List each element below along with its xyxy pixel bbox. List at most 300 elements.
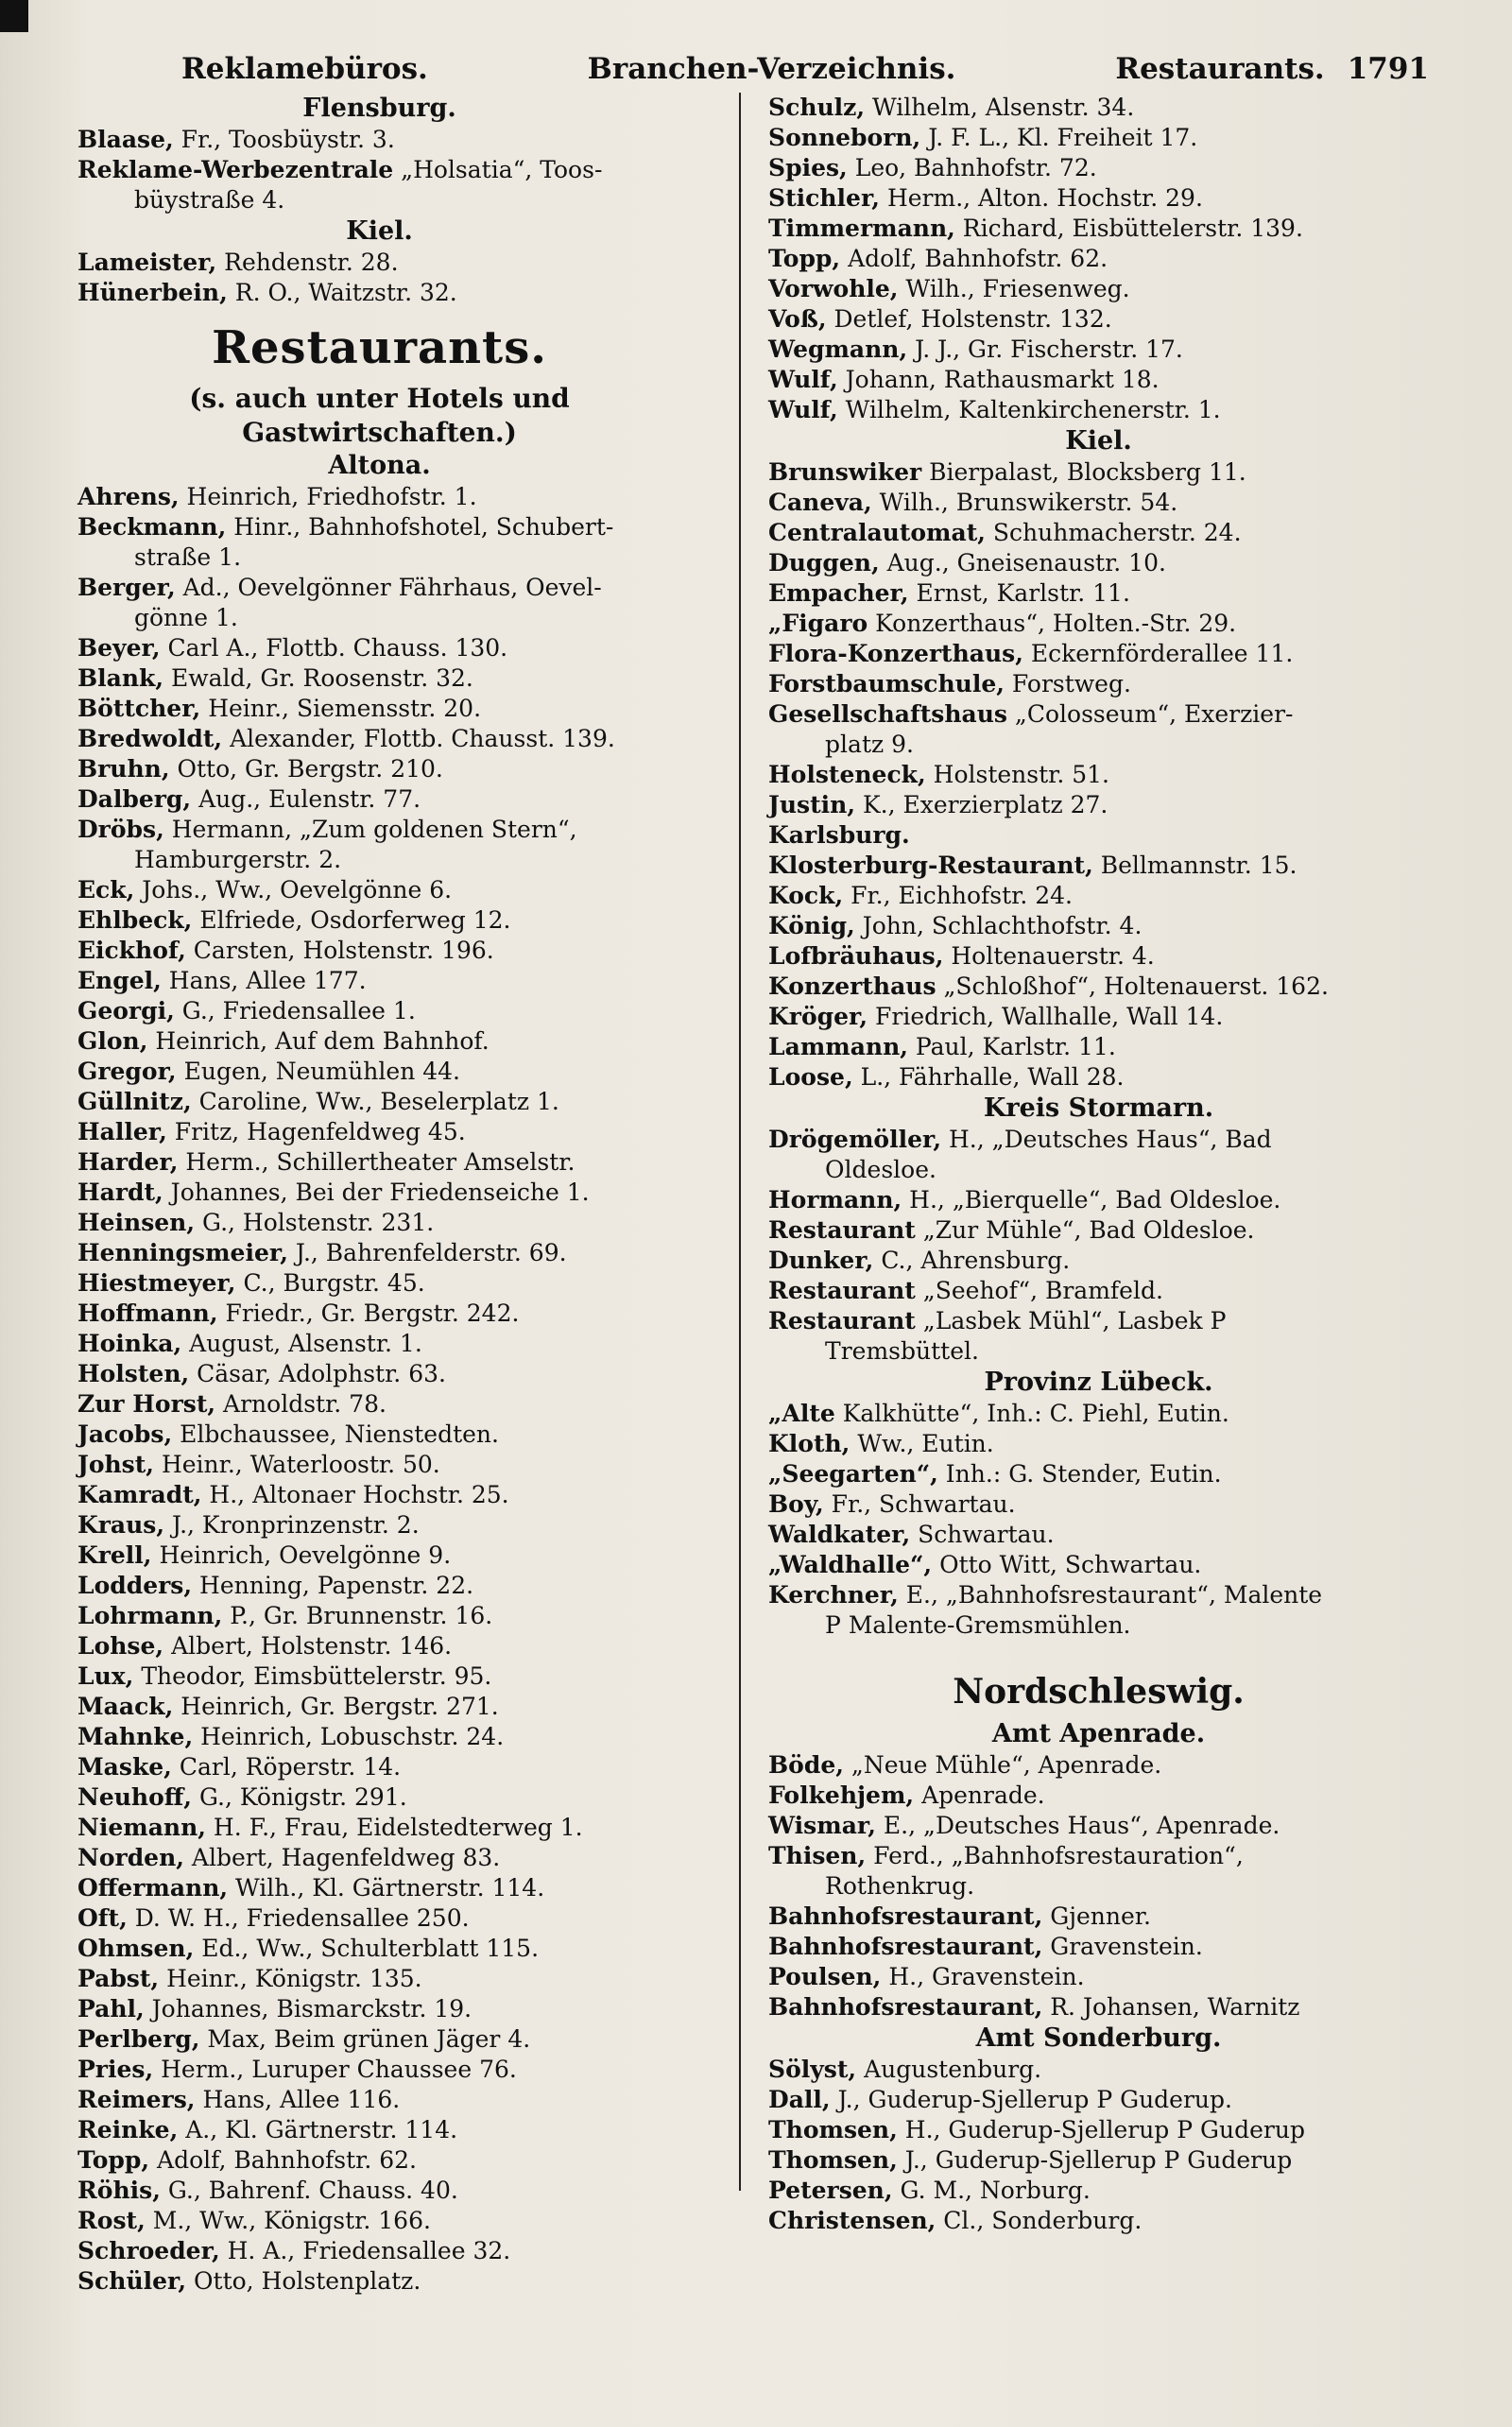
entry-details: Otto, Gr. Bergstr. 210. [169,755,443,783]
directory-entry [768,457,1429,488]
entry-name: „Figaro [768,610,868,637]
entry-name: Restaurant [768,1216,916,1244]
entry-details: Johs., Ww., Oevelgönne 6. [134,876,453,904]
entry-details: Ww., Eutin. [850,1430,994,1457]
entry-details: Wilh., Brunswikerstr. 54. [871,489,1178,516]
entry-name: Drögemöller, [768,1126,942,1153]
entry-details: D. W. H., Friedensallee 250. [127,1904,470,1932]
entry-name: Reinke, [77,2116,179,2143]
directory-entry [768,1429,1429,1459]
directory-entry [77,2266,681,2297]
directory-entry [768,1550,1429,1580]
entry-details: Fritz, Hagenfeldweg 45. [166,1118,466,1145]
entry-name: Justin, [768,791,856,818]
directory-entry [77,1299,681,1329]
entry-details: Hermann, „Zum goldenen Stern“, [163,816,577,843]
region-heading: Nordschleswig. [953,1672,1245,1712]
entry-details: Otto, Holstenplatz. [186,2267,421,2295]
entry-name: Thomsen, [768,2116,898,2143]
entry-details: Schuhmacherstr. 24. [985,519,1242,546]
entry-name: Oft, [77,1904,128,1932]
entry-details: Gjenner. [1042,1902,1151,1930]
entry-name: Pabst, [77,1965,160,1992]
entry-name: „Seegarten“, [768,1460,938,1488]
entry-name: Spies, [768,154,848,181]
entry-details: H., „Bierquelle“, Bad Oldesloe. [902,1186,1281,1214]
entry-details: Ewald, Gr. Roosenstr. 32. [163,664,473,692]
entry-details: Bellmannstr. 15. [1092,852,1297,879]
entry-name: Ahrens, [77,483,180,510]
header-right [1115,52,1429,86]
entry-name: Dall, [768,2086,831,2113]
entry-name: Topp, [768,245,841,272]
entry-details: Friedr., Gr. Bergstr. 242. [217,1300,520,1327]
entry-details: J., Bahrenfelderstr. 69. [287,1239,567,1266]
entry-name: Holsteneck, [768,761,926,788]
entry-details: „Seehof“, Bramfeld. [915,1277,1163,1304]
right-column [768,93,1429,2297]
entry-details: Albert, Hagenfeldweg 83. [183,1844,501,1871]
entry-details: Wilh., Kl. Gärtnerstr. 114. [228,1874,545,1902]
directory-entry [768,760,1429,790]
directory-entry [768,639,1429,669]
directory-entry [77,1873,681,1903]
entry-details: J., Guderup-Sjellerup P Guderup. [830,2086,1232,2113]
entry-details: Holtenauerstr. 4. [943,942,1155,970]
directory-entry [77,815,681,845]
entry-name: Kraus, [77,1511,165,1539]
directory-entry [77,1903,681,1934]
entry-details: Johann, Rathausmarkt 18. [837,366,1160,393]
entry-continuation: straße 1. [134,543,242,571]
entry-details: Ferd., „Bahnhofsrestauration“, [866,1842,1244,1869]
entry-details: Heinrich, Friedhofstr. 1. [179,483,477,510]
entry-name: Boy, [768,1490,824,1518]
directory-entry [77,633,681,663]
directory-entry [77,1057,681,1087]
directory-entry [77,2085,681,2115]
entry-details: R. O., Waitzstr. 32. [227,279,457,306]
directory-entry [768,548,1429,578]
entry-name: Offermann, [77,1874,229,1902]
directory-entry [77,1571,681,1601]
directory-entry [77,1329,681,1359]
entry-name: Gregor, [77,1058,177,1085]
entry-name: Hoinka, [77,1330,182,1357]
entry-details: Eugen, Neumühlen 44. [176,1058,461,1085]
entry-name: Sonneborn, [768,124,921,151]
directory-entry [768,941,1429,972]
directory-entry [768,2085,1429,2115]
entry-name: Blaase, [77,126,174,153]
entry-name: Wismar, [768,1812,876,1839]
directory-entry [768,365,1429,395]
entry-name: Ohmsen, [77,1935,195,1962]
entry-name: Bahnhofsrestaurant, [768,1993,1043,2021]
directory-entry [768,1185,1429,1215]
entry-details: Herm., Schillertheater Amselstr. [178,1148,576,1176]
entry-name: Pries, [77,2056,154,2083]
entry-name: Bruhn, [77,755,170,783]
directory-entry [768,153,1429,183]
entry-name: Waldkater, [768,1521,911,1548]
entry-details: Heinr., Waterloostr. 50. [154,1451,440,1478]
entry-name: Neuhoff, [77,1783,193,1811]
entry-name: Dröbs, [77,816,164,843]
entry-name: Reklame-Werbezentrale [77,156,394,183]
directory-entry [77,1661,681,1692]
entry-name: Empacher, [768,579,909,607]
directory-entry [768,1002,1429,1032]
header-left: Reklamebüros. [181,52,428,86]
directory-entry [77,754,681,784]
directory-entry [77,1178,681,1208]
entry-continuation: Rothenkrug. [825,1872,975,1900]
directory-entry [768,1781,1429,1811]
directory-entry [768,1811,1429,1841]
entry-name: Kock, [768,882,844,909]
entry-details: E., „Deutsches Haus“, Apenrade. [875,1812,1280,1839]
entry-details: Heinrich, Auf dem Bahnhof. [147,1027,490,1055]
entry-details: Inh.: G. Stender, Eutin. [937,1460,1222,1488]
directory-entry [768,820,1429,851]
entry-name: Konzerthaus [768,973,936,1000]
entry-continuation: Hamburgerstr. 2. [134,846,342,873]
entry-details: Augustenburg. [856,2056,1042,2083]
directory-entry [768,1125,1429,1155]
entry-details: „Colosseum“, Exerzier- [1006,700,1294,728]
entry-name: Böde, [768,1751,844,1779]
directory-entry [77,1722,681,1752]
entry-name: Hiestmeyer, [77,1269,236,1297]
entry-name: Rost, [77,2207,146,2234]
entry-continuation: P Malente-Gremsmühlen. [825,1611,1131,1639]
entry-details: Otto Witt, Schwartau. [932,1551,1202,1578]
entry-name: Henningsmeier, [77,1239,288,1266]
entry-details: Eckernförderallee 11. [1022,640,1294,667]
entry-details: Ernst, Karlstr. 11. [908,579,1130,607]
entry-name: Flora-Konzerthaus, [768,640,1023,667]
running-header [77,38,1429,86]
entry-details: G., Bahrenf. Chauss. 40. [160,2177,458,2204]
entry-details: H., „Deutsches Haus“, Bad [941,1126,1272,1153]
entry-name: Eck, [77,876,135,904]
entry-name: Topp, [77,2146,150,2174]
entry-details: Cl., Sonderburg. [936,2207,1143,2234]
directory-entry [768,972,1429,1002]
entry-details: Herm., Alton. Hochstr. 29. [880,184,1203,212]
entry-name: Hardt, [77,1179,163,1206]
entry-details: Gravenstein. [1042,1933,1203,1960]
directory-entry [768,244,1429,274]
entry-details: Holstenstr. 51. [925,761,1110,788]
left-column [77,93,681,2297]
directory-entry [77,875,681,905]
entry-details: G., Holstenstr. 231. [195,1209,435,1236]
entry-details: E., „Bahnhofsrestaurant“, Malente [898,1581,1323,1609]
entry-details: A., Kl. Gärtnerstr. 114. [178,2116,458,2143]
directory-entry [77,512,681,542]
directory-entry [77,1510,681,1541]
page-number: 1791 [1347,52,1429,86]
entry-name: Lohse, [77,1632,164,1660]
entry-name: Thisen, [768,1842,867,1869]
entry-name: Caneva, [768,489,872,516]
entry-details: H., Guderup-Sjellerup P Guderup [897,2116,1305,2143]
directory-entry [77,2145,681,2176]
entry-name: Heinsen, [77,1209,196,1236]
entry-name: Hormann, [768,1186,902,1214]
entry-details: „Zur Mühle“, Bad Oldesloe. [915,1216,1255,1244]
entry-details: Adolf, Bahnhofstr. 62. [149,2146,418,2174]
entry-details: G., Königstr. 291. [192,1783,407,1811]
directory-entry [77,482,681,512]
directory-entry [768,1246,1429,1276]
directory-entry [768,1902,1429,1932]
entry-name: Bahnhofsrestaurant, [768,1902,1043,1930]
entry-details: Alexander, Flottb. Chausst. 139. [222,725,615,752]
entry-name: Stichler, [768,184,881,212]
header-center: Branchen-Verzeichnis. [587,52,956,86]
entry-details: H., Gravenstein. [881,1963,1085,1990]
directory-entry [77,2176,681,2206]
entry-details: Ed., Ww., Schulterblatt 115. [194,1935,540,1962]
directory-entry [77,2236,681,2266]
directory-entry [768,123,1429,153]
entry-name: Kamradt, [77,1481,202,1508]
directory-entry [77,2024,681,2055]
directory-entry [768,851,1429,881]
entry-details: Schwartau. [910,1521,1055,1548]
entry-name: Wulf, [768,366,838,393]
entry-name: Duggen, [768,549,880,577]
entry-details: C., Burgstr. 45. [235,1269,425,1297]
entry-name: Engel, [77,967,162,994]
place-heading: Flensburg. [302,94,456,123]
entry-name: Beckmann, [77,513,227,541]
directory-entry [77,936,681,966]
directory-entry [77,966,681,996]
entry-details: John, Schlachthofstr. 4. [854,912,1143,939]
entry-details: Carl, Röperstr. 14. [171,1753,402,1781]
entry-name: Lofbräuhaus, [768,942,944,970]
entry-name: Zur Horst, [77,1390,216,1418]
columns [77,93,1429,2297]
directory-entry [77,784,681,815]
entry-details: August, Alsenstr. 1. [181,1330,422,1357]
entry-details: Arnoldstr. 78. [215,1390,387,1418]
directory-entry [768,518,1429,548]
entry-details: Fr., Toosbüystr. 3. [173,126,395,153]
entry-continuation: büystraße 4. [134,186,285,214]
directory-entry [77,1359,681,1389]
directory-entry [768,1459,1429,1489]
entry-details: Rehdenstr. 28. [216,249,399,276]
entry-details: Cäsar, Adolphstr. 63. [189,1360,446,1387]
entry-details: J., Kronprinzenstr. 2. [164,1511,420,1539]
entry-details: Konzerthaus“, Holten.-Str. 29. [868,610,1237,637]
directory-entry [77,2115,681,2145]
directory-entry [77,1389,681,1420]
entry-details: R. Johansen, Warnitz [1042,1993,1300,2021]
entry-details: Hinr., Bahnhofshotel, Schubert- [226,513,614,541]
entry-details: Aug., Eulenstr. 77. [191,785,421,813]
entry-details: Detlef, Holstenstr. 132. [826,305,1112,333]
directory-entry [77,1208,681,1238]
directory-entry [768,488,1429,518]
entry-name: Bredwoldt, [77,725,223,752]
entry-name: Georgi, [77,997,175,1024]
entry-name: Perlberg, [77,2025,200,2053]
directory-entry [768,1276,1429,1306]
directory-entry [768,93,1429,123]
entry-name: Poulsen, [768,1963,882,1990]
entry-name: Lohrmann, [77,1602,223,1629]
directory-entry [77,1843,681,1873]
column-divider [739,93,741,2191]
directory-entry [77,1541,681,1571]
entry-details: G. M., Norburg. [892,2177,1091,2204]
entry-name: Wulf, [768,396,838,423]
entry-name: Glon, [77,1027,148,1055]
entry-name: Reimers, [77,2086,196,2113]
directory-entry [77,663,681,694]
directory-entry [77,573,681,603]
entry-details: Bierpalast, Blocksberg 11. [921,458,1246,486]
place-heading: Amt Sonderburg. [975,2023,1222,2053]
entry-name: Mahnke, [77,1723,194,1750]
entry-name: „Waldhalle“, [768,1551,933,1578]
entry-details: Aug., Gneisenaustr. 10. [879,549,1166,577]
entry-details: Herm., Luruper Chaussee 76. [153,2056,517,2083]
entry-name: Voß, [768,305,827,333]
place-heading: Altona. [328,451,431,480]
directory-entry [77,1147,681,1178]
directory-entry [77,1692,681,1722]
entry-details: Hans, Allee 116. [195,2086,401,2113]
directory-entry [77,2055,681,2085]
entry-name: Jacobs, [77,1420,173,1448]
directory-entry [768,2145,1429,2176]
directory-entry [768,881,1429,911]
header-section: Restaurants. [1115,52,1325,86]
directory-entry [768,1306,1429,1336]
entry-details: L., Fährhalle, Wall 28. [852,1063,1125,1091]
entry-details: Elfriede, Osdorferweg 12. [192,906,511,934]
entry-details: Heinrich, Oevelgönne 9. [151,1541,452,1569]
entry-continuation: platz 9. [825,731,914,758]
entry-continuation: Oldesloe. [825,1156,936,1183]
directory-entry [77,1994,681,2024]
directory-entry [77,1782,681,1813]
directory-entry [77,1964,681,1994]
directory-entry [768,699,1429,730]
entry-details: P., Gr. Brunnenstr. 16. [222,1602,493,1629]
entry-details: Paul, Karlstr. 11. [907,1033,1116,1060]
directory-entry [77,1420,681,1450]
entry-details: Max, Beim grünen Jäger 4. [199,2025,531,2053]
entry-name: Brunswiker [768,458,922,486]
directory-entry [77,724,681,754]
directory-entry [768,335,1429,365]
entry-name: Eickhof, [77,937,186,964]
entry-name: Schüler, [77,2267,187,2295]
entry-details: Wilhelm, Kaltenkirchenerstr. 1. [837,396,1221,423]
entry-details: Heinrich, Lobuschstr. 24. [193,1723,505,1750]
entry-details: Friedrich, Wallhalle, Wall 14. [868,1003,1224,1030]
directory-entry [768,395,1429,425]
directory-entry [77,1480,681,1510]
directory-entry [77,125,681,155]
directory-entry [768,1580,1429,1610]
directory-entry [77,1934,681,1964]
entry-name: Güllnitz, [77,1088,192,1115]
entry-details: Wilh., Friesenweg. [898,275,1130,302]
directory-entry [77,1601,681,1631]
directory-entry [77,1238,681,1268]
entry-name: Maack, [77,1693,174,1720]
entry-details: Ad., Oevelgönner Fährhaus, Oevel- [175,574,602,601]
directory-entry [77,1813,681,1843]
place-heading: Provinz Lübeck. [984,1368,1213,1397]
directory-entry [768,911,1429,941]
directory-entry [77,905,681,936]
directory-entry [77,1268,681,1299]
entry-details: Heinrich, Gr. Bergstr. 271. [173,1693,499,1720]
directory-entry [768,214,1429,244]
entry-name: Gesellschaftshaus [768,700,1007,728]
entry-name: Hoffmann, [77,1300,218,1327]
directory-entry [77,155,681,185]
entry-continuation: Tremsbüttel. [825,1337,979,1365]
entry-name: Lux, [77,1662,134,1690]
entry-details: H. A., Friedensallee 32. [219,2237,511,2264]
entry-details: Fr., Eichhofstr. 24. [843,882,1073,909]
entry-details: Forstweg. [1004,670,1131,697]
entry-name: Forstbaumschule, [768,670,1005,697]
entry-name: Ehlbeck, [77,906,193,934]
entry-name: Klosterburg-Restaurant, [768,852,1093,879]
directory-entry [768,1062,1429,1093]
directory-entry [768,1489,1429,1520]
entry-details: Leo, Bahnhofstr. 72. [847,154,1097,181]
entry-name: Harder, [77,1148,179,1176]
place-heading: Kiel. [346,216,413,246]
entry-details: Fr., Schwartau. [823,1490,1016,1518]
entry-name: Schroeder, [77,2237,220,2264]
place-heading: Amt Apenrade. [991,1719,1206,1748]
entry-details: Caroline, Ww., Beselerplatz 1. [191,1088,559,1115]
entry-name: Restaurant [768,1307,916,1334]
entry-name: Dunker, [768,1247,874,1274]
entry-name: Christensen, [768,2207,936,2234]
entry-name: Sölyst, [768,2056,857,2083]
entry-name: Blank, [77,664,164,692]
entry-details: J. F. L., Kl. Freiheit 17. [920,124,1198,151]
entry-name: Wegmann, [768,336,908,363]
entry-details: Henning, Papenstr. 22. [192,1572,474,1599]
entry-name: Timmermann, [768,215,955,242]
directory-entry [77,1087,681,1117]
directory-entry [768,609,1429,639]
entry-details: G., Friedensallee 1. [174,997,416,1024]
directory-entry [768,1520,1429,1550]
entry-details: Johannes, Bismarckstr. 19. [144,1995,472,2022]
entry-details: „Lasbek Mühl“, Lasbek P [915,1307,1227,1334]
entry-name: Restaurant [768,1277,916,1304]
place-heading: Kiel. [1065,426,1132,456]
directory-entry [768,1750,1429,1781]
